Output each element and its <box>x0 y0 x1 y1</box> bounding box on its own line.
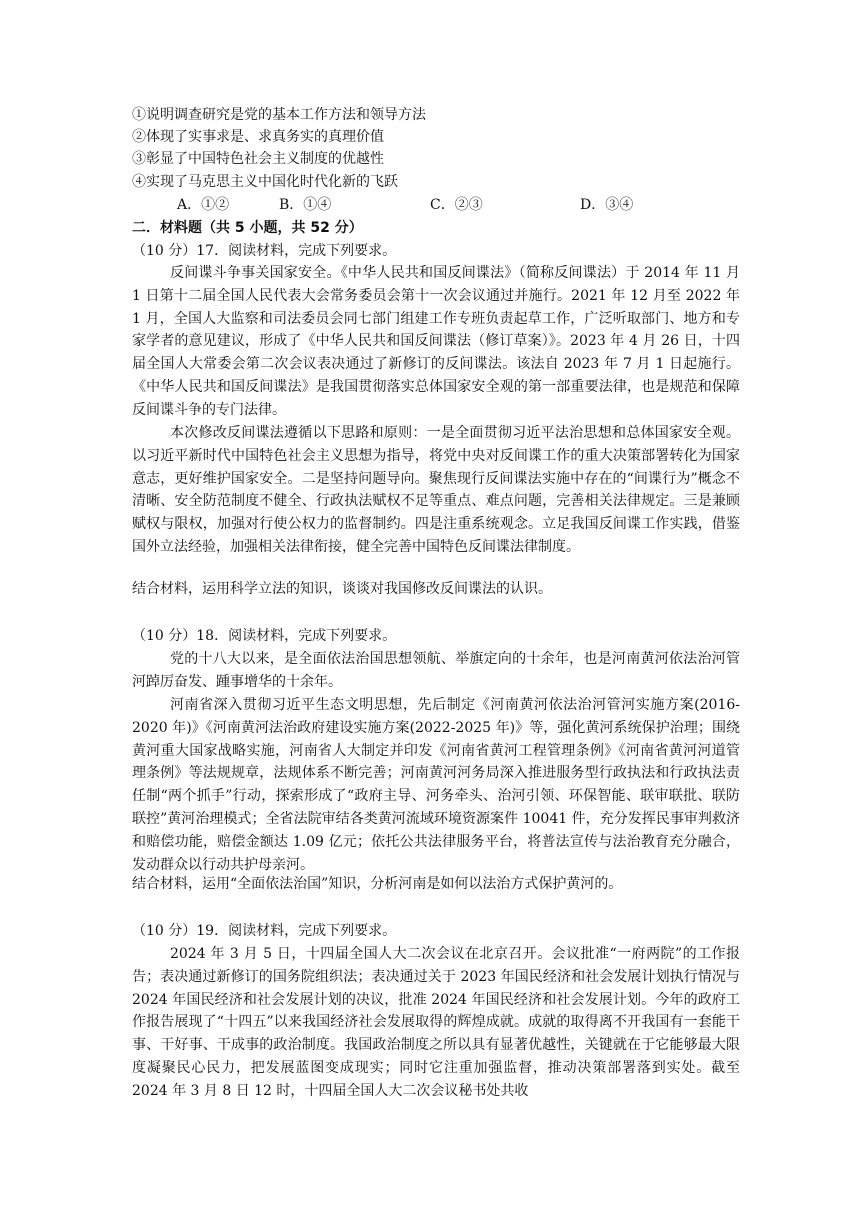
option-b: B．①④ <box>279 197 332 213</box>
q17-question: 结合材料，运用科学立法的知识，谈谈对我国修改反间谍法的认识。 <box>132 581 552 597</box>
option-d: D．③④ <box>580 197 634 213</box>
q18-question: 结合材料，运用“全面依法治国”知识，分析河南是如何以法治方式保护黄河的。 <box>132 876 623 892</box>
q18-paragraph-2: 河南省深入贯彻习近平生态文明思想，先后制定《河南黄河依法治河管河实施方案(2016-2020 年)》《河南黄河法治政府建设实施方案(2022-2025 年)》等，强化黄河系统保护治理；围绕黄河重大国家战略实施，河南省人大制定并印发《河南省黄河工程管理条例》《河南省黄河河道管理条例》等法规规章，法规体系不断完善；河南黄河河务局深入推进服务型行政执法和行政执法责任制“两个抓手”行动，探索形成了“政府主导、河务牵头、治河引领、环保智能、联审联批、联防联控”黄河治理模式；全省法院审结各类黄河流域环境资源案件 10041 件，充分发挥民事审判救济和赔偿功能，赔偿金额达 1.09 亿元；依托公共法律服务平台，将普法宣传与法治教育充分融合，发动群众以行动共护母亲河。 <box>132 697 740 873</box>
q17-heading: （10 分）17．阅读材料，完成下列要求。 <box>132 243 397 259</box>
statement-4: ④实现了马克思主义中国化时代化新的飞跃 <box>132 174 398 190</box>
option-c: C．②③ <box>430 197 483 213</box>
section-title: 二．材料题（共 5 小题，共 52 分） <box>132 220 363 236</box>
q18-heading: （10 分）18．阅读材料，完成下列要求。 <box>132 628 397 644</box>
statement-1: ①说明调查研究是党的基本工作方法和领导方法 <box>132 107 426 123</box>
statement-2: ②体现了实事求是、求真务实的真理价值 <box>132 129 384 145</box>
option-a: A．①② <box>177 197 230 213</box>
q19-paragraph-1: 2024 年 3 月 5 日，十四届全国人大二次会议在北京召开。会议批准“一府两院”的工作报告；表决通过新修订的国务院组织法；表决通过关于 2023 年国民经济和社会发展计划执行情况与 2024 年国民经济和社会发展计划的决议，批准 2024 年国民经济和社会发展计划。今年的政府工作报告展现了“十四五”以来我国经济社会发展取得的辉煌成就。成就的取得离不开我国有一套能干事、干好事、干成事的政治制度。我国政治制度之所以具有显著优越性，关键就在于它能够最大限度凝聚民心民力，把发展蓝图变成现实；同时它注重加强监督，推动决策部署落到实处。截至 2024 年 3 月 8 日 12 时，十四届全国人大二次会议秘书处共收 <box>132 946 740 1099</box>
q19-heading: （10 分）19．阅读材料，完成下列要求。 <box>132 923 397 939</box>
q17-paragraph-1: 反间谍斗争事关国家安全。《中华人民共和国反间谍法》（简称反间谍法）于 2014 年 11 月 1 日第十二届全国人民代表大会常务委员会第十一次会议通过并施行。2021 年 12 月至 2022 年 1 月，全国人大监察和司法委员会同七部门组建工作专班负责起草工作，广泛听取部门、地方和专家学者的意见建议，形成了《中华人民共和国反间谍法（修订草案）》。2023 年 4 月 26 日，十四届全国人大常委会第二次会议表决通过了新修订的反间谍法。该法自 2023 年 7 月 1 日起施行。《中华人民共和国反间谍法》是我国贯彻落实总体国家安全观的第一部重要法律，也是规范和保障反间谍斗争的专门法律。 <box>132 265 740 418</box>
statement-3: ③彰显了中国特色社会主义制度的优越性 <box>132 151 384 167</box>
q18-paragraph-1: 党的十八大以来，是全面依法治国思想领航、举旗定向的十余年，也是河南黄河依法治河管河踔厉奋发、踵事增华的十余年。 <box>132 651 740 690</box>
q17-paragraph-2: 本次修改反间谍法遵循以下思路和原则：一是全面贯彻习近平法治思想和总体国家安全观。以习近平新时代中国特色社会主义思想为指导，将党中央对反间谍工作的重大决策部署转化为国家意志，更好维护国家安全。二是坚持问题导向。聚焦现行反间谍法实施中存在的“间谍行为”概念不清晰、安全防范制度不健全、行政执法赋权不足等重点、难点问题，完善相关法律规定。三是兼顾赋权与限权，加强对行使公权力的监督制约。四是注重系统观念。立足我国反间谍工作实践，借鉴国外立法经验，加强相关法律衔接，健全完善中国特色反间谍法律制度。 <box>132 425 740 555</box>
